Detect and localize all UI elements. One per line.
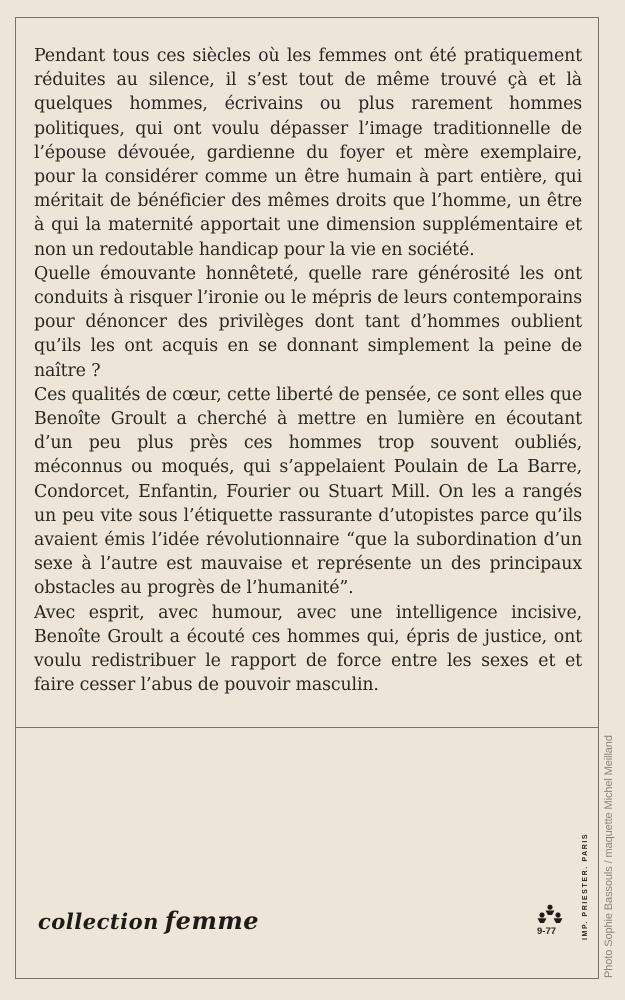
blurb-paragraph-2: Quelle émouvante honnêteté, quelle rare générosité les ont conduits à risquer l’ironie ou le mépris de leurs contemporains pour dénoncer des privilèges dont tant d’hommes oublient qu’ils les ont acquis en se donnant simplement la peine de naître ? (34, 263, 582, 381)
femme-word: femme (164, 906, 260, 935)
blurb-paragraph-4: Avec esprit, avec humour, avec une intelligence incisive, Benoîte Groult a écouté ces hommes qui, épris de justice, ont voulu redistribuer le rapport de force entre les sexes et et faire cesser l’abus de pouvoir masculin. (34, 602, 582, 696)
collection-logo (38, 906, 259, 935)
three-figures-logo-icon (537, 904, 563, 926)
printer-imprint: IMP. PRIESTER. PARIS (582, 832, 589, 940)
blurb-paragraph-1: Pendant tous ces siècles où les femmes ont été pratiquement réduites au silence, il s’est tout de même trouvé çà et là quelques hommes, écrivains ou plus rarement hommes politiques, qui ont voulu dépasser l’image traditionnelle de l’épouse dévouée, gardienne du foyer et mère exemplaire, pour la considérer comme un être humain à part entière, qui méritait de bénéficier des mêmes droits que l’homme, un être à qui la maternité apportait une dimension supplémentaire et non un redoutable handicap pour la vie en société. (34, 46, 582, 260)
blurb-paragraph-3: Ces qualités de cœur, cette liberté de pensée, ce sont elles que Benoîte Groult a cherché à mettre en lumière en écoutant d’un peu plus près ces hommes trop souvent oubliés, méconnus ou moqués, qui s’appelaient Poulain de La Barre, Condorcet, Enfantin, Fourier ou Stuart Mill. On les a rangés un peu vite sous l’étiquette rassurante d’utopistes parce qu’ils avaient émis l’idée révolutionnaire “que la subordination d’un sexe à l’autre est mauvaise et représente un des principaux obstacles au progrès de l’humanité”. (34, 384, 582, 599)
photo-credit: Photo Sophie Bassouls / maquette Michel Meilland (603, 735, 615, 978)
collection-word: collection (38, 909, 159, 934)
back-cover-blurb (34, 44, 582, 697)
publisher-code: 9-77 (537, 926, 557, 937)
frame-divider (15, 727, 599, 728)
